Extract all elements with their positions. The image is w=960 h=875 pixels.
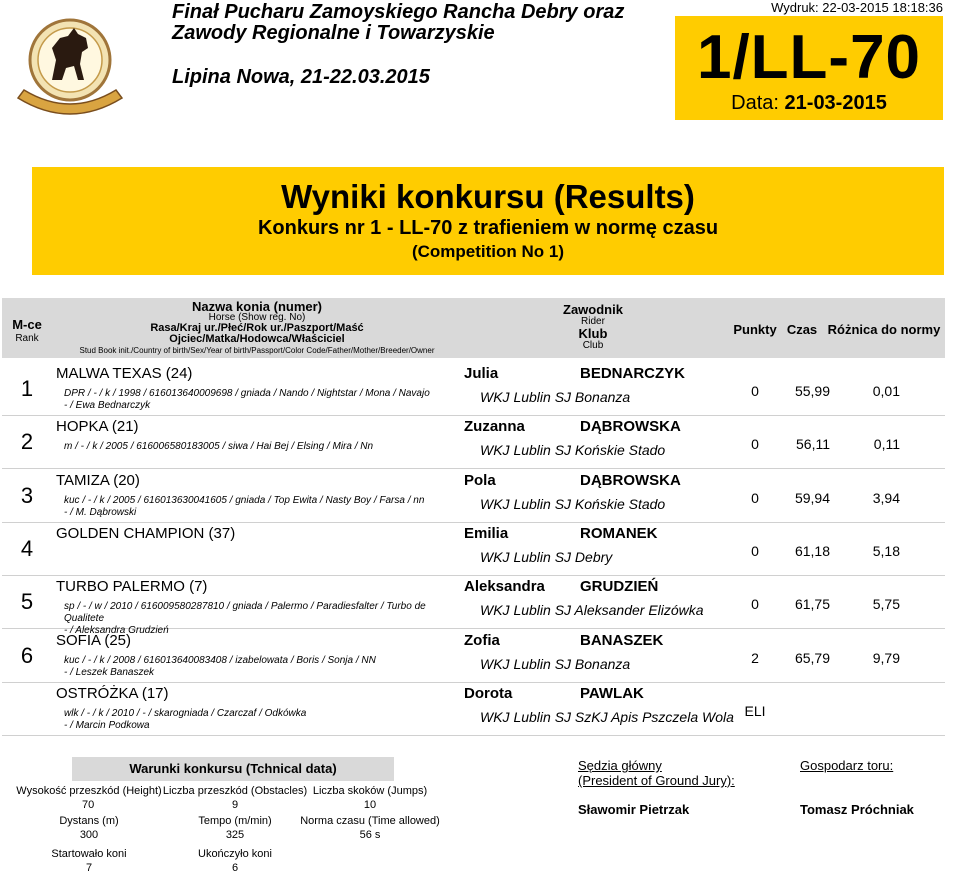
row-horse-name: HOPKA (21) <box>56 418 139 435</box>
row-rider-last: DĄBROWSKA <box>580 418 681 435</box>
row-rider-last: PAWLAK <box>580 685 644 702</box>
row-horse-name: OSTRÓŻKA (17) <box>56 685 169 702</box>
table-row <box>2 523 945 576</box>
row-rider-first: Emilia <box>464 525 509 542</box>
competition-code: 1/LL-70 <box>696 23 922 92</box>
row-time: 61,18 <box>794 543 830 559</box>
condition-distance-value: 300 <box>79 829 99 841</box>
header-time: Czas <box>786 322 818 337</box>
row-rider-last: ROMANEK <box>580 525 658 542</box>
condition-jumps-label: Liczba skoków (Jumps) <box>312 785 428 797</box>
judge-name: Sławomir Pietrzak <box>578 802 690 817</box>
condition-jumps <box>300 784 440 812</box>
row-detail-2: - / Marcin Podkowa <box>64 720 150 731</box>
condition-distance-label: Dystans (m) <box>59 815 119 827</box>
row-club: WKJ Lublin SJ SzKJ Apis Pszczela Wola <box>480 709 734 725</box>
row-rank: 3 <box>20 483 34 508</box>
condition-height <box>10 784 168 812</box>
table-row <box>2 683 945 736</box>
event-place-date: Lipina Nowa, 21-22.03.2015 <box>172 66 430 88</box>
row-time: 65,79 <box>794 650 830 666</box>
row-rank: 1 <box>20 376 34 401</box>
row-horse-details <box>64 655 464 679</box>
row-detail-2: - / Leszek Banaszek <box>64 667 155 678</box>
row-horse-details <box>64 441 464 453</box>
row-horse-details <box>64 495 464 519</box>
table-row <box>2 630 945 683</box>
table-row <box>2 416 945 469</box>
row-rank: 2 <box>20 429 34 454</box>
header-horse-en: Horse (Show reg. No) <box>208 312 306 323</box>
row-rider-last: GRUDZIEŃ <box>580 578 659 595</box>
header-rider-en: Rider <box>581 316 605 327</box>
header-points: Punkty <box>733 322 777 337</box>
row-rider-first: Julia <box>464 365 499 382</box>
header-horse-label: Nazwa konia (numer) <box>191 299 323 314</box>
condition-height-label: Wysokość przeszkód (Height) <box>16 785 162 797</box>
condition-jumps-value: 10 <box>363 799 377 811</box>
header-rank-en: Rank <box>15 333 39 344</box>
condition-distance <box>10 814 168 842</box>
header-club-label: Klub <box>578 326 608 341</box>
condition-time-norm <box>300 814 440 842</box>
table-row <box>2 576 945 636</box>
row-diff: 9,79 <box>872 650 900 666</box>
row-horse-name: GOLDEN CHAMPION (37) <box>56 525 236 542</box>
judge-label-line1: Sędzia główny <box>578 758 662 773</box>
header-rank-label: M-ce <box>12 317 42 332</box>
header-rider-label: Zawodnik <box>563 302 623 317</box>
row-time: 55,99 <box>794 383 830 399</box>
host-label: Gospodarz toru: <box>800 758 894 773</box>
print-timestamp: Wydruk: 22-03-2015 18:18:36 <box>771 0 943 15</box>
conditions-title: Warunki konkursu (Tchnical data) <box>129 761 337 776</box>
row-points: 0 <box>751 490 759 506</box>
row-horse-name: SOFIA (25) <box>56 632 132 649</box>
row-diff: 5,18 <box>872 543 900 559</box>
condition-obstacles-value: 9 <box>231 799 239 811</box>
date-label: Data: <box>731 92 779 114</box>
row-detail-1: kuc / - / k / 2008 / 616013640083408 / izabelowata / Boris / Sonja / NN <box>64 655 376 666</box>
row-detail-1: sp / - / w / 2010 / 616009580287810 / gniada / Palermo / Paradiesfalter / Turbo de Qualitete <box>64 601 426 624</box>
row-detail-1: kuc / - / k / 2005 / 616013630041605 / gniada / Top Ewita / Nasty Boy / Farsa / nn <box>64 495 425 506</box>
condition-tempo-label: Tempo (m/min) <box>198 815 272 827</box>
table-row <box>2 470 945 523</box>
row-time: 59,94 <box>794 490 830 506</box>
row-rider-first: Aleksandra <box>464 578 545 595</box>
judge-label-line2: (President of Ground Jury): <box>578 773 735 788</box>
header-rank <box>2 318 52 346</box>
condition-time-norm-value: 56 s <box>359 829 381 841</box>
row-horse-name: TAMIZA (20) <box>56 472 140 489</box>
row-diff: 3,94 <box>872 490 900 506</box>
header-club-en: Club <box>582 340 604 351</box>
row-detail-2: - / M. Dąbrowski <box>64 507 137 518</box>
row-time: 56,11 <box>796 436 830 452</box>
row-detail-1: wlk / - / k / 2010 / - / skarogniada / Czarczaf / Odkówka <box>64 708 307 719</box>
row-rider-first: Zuzanna <box>464 418 525 435</box>
row-points: 0 <box>751 543 759 559</box>
table-row <box>2 363 945 416</box>
event-title-line1: Finał Pucharu Zamoyskiego Rancha Debry oraz <box>172 1 625 23</box>
competition-date <box>675 92 943 115</box>
condition-started-value: 7 <box>85 862 93 874</box>
header-diff: Różnica do normy <box>827 322 941 337</box>
row-detail-1: DPR / - / k / 1998 / 616013640009698 / gniada / Nando / Nightstar / Mona / Navajo <box>64 388 430 399</box>
row-detail-1: m / - / k / 2005 / 616006580183005 / siwa / Hai Bej / Elsing / Mira / Nn <box>64 441 374 452</box>
row-time: 61,75 <box>794 596 830 612</box>
header-horse-sub2: Ojciec/Matka/Hodowca/Właściciel <box>169 333 345 345</box>
row-detail-2: - / Aleksandra Grudzień <box>64 625 169 636</box>
header-horse <box>52 301 462 356</box>
condition-finished-label: Ukończyło koni <box>198 848 272 860</box>
row-points: 0 <box>751 596 759 612</box>
condition-tempo <box>160 814 310 842</box>
condition-obstacles <box>160 784 310 812</box>
event-title-line2: Zawody Regionalne i Towarzyskie <box>172 22 495 44</box>
condition-time-norm-label: Norma czasu (Time allowed) <box>300 815 440 827</box>
row-horse-name: MALWA TEXAS (24) <box>56 365 193 382</box>
row-club: WKJ Lublin SJ Debry <box>480 549 613 565</box>
row-horse-name: TURBO PALERMO (7) <box>56 578 208 595</box>
row-club: WKJ Lublin SJ Aleksander Elizówka <box>480 602 704 618</box>
row-horse-details <box>64 388 464 412</box>
row-points: 2 <box>751 650 759 666</box>
row-rider-first: Pola <box>464 472 496 489</box>
row-rider-first: Dorota <box>464 685 513 702</box>
row-rider-last: BANASZEK <box>580 632 664 649</box>
date-value: 21-03-2015 <box>784 92 887 114</box>
row-detail-2: - / Ewa Bednarczyk <box>64 400 151 411</box>
row-points: 0 <box>751 436 759 452</box>
row-horse-details <box>64 708 464 732</box>
row-diff: 0,01 <box>872 383 900 399</box>
row-diff: 5,75 <box>872 596 900 612</box>
row-rider-last: DĄBROWSKA <box>580 472 681 489</box>
row-rider-first: Zofia <box>464 632 500 649</box>
row-club: WKJ Lublin SJ Bonanza <box>480 656 631 672</box>
row-diff: 0,11 <box>873 436 900 452</box>
header-horse-sub3: Stud Book init./Country of birth/Sex/Year of birth/Passport/Color Code/Father/Mother/Breeder/Owner <box>79 346 435 355</box>
event-logo <box>8 8 132 128</box>
competition-number: (Competition No 1) <box>411 242 565 261</box>
condition-obstacles-label: Liczba przeszkód (Obstacles) <box>162 785 308 797</box>
row-club: WKJ Lublin SJ Końskie Stado <box>480 496 666 512</box>
condition-height-value: 70 <box>82 799 95 811</box>
row-rank: 4 <box>20 536 34 561</box>
judge-label <box>578 758 735 788</box>
condition-tempo-value: 325 <box>225 829 245 841</box>
competition-name: Konkurs nr 1 - LL-70 z trafieniem w normę czasu <box>257 217 719 239</box>
condition-finished-value: 6 <box>231 862 239 874</box>
row-rider-last: BEDNARCZYK <box>580 365 685 382</box>
host-name: Tomasz Próchniak <box>800 802 914 817</box>
row-rank: 5 <box>20 589 34 614</box>
row-club: WKJ Lublin SJ Bonanza <box>480 389 631 405</box>
header-rider <box>462 304 724 352</box>
row-points: ELI <box>744 703 766 719</box>
row-points: 0 <box>751 383 759 399</box>
row-club: WKJ Lublin SJ Końskie Stado <box>480 442 666 458</box>
results-title: Wyniki konkursu (Results) <box>281 178 695 215</box>
condition-started-label: Startowało koni <box>51 848 127 860</box>
row-rank: 6 <box>20 643 34 668</box>
header-horse-sub1: Rasa/Kraj ur./Płeć/Rok ur./Paszport/Maść <box>150 322 364 334</box>
